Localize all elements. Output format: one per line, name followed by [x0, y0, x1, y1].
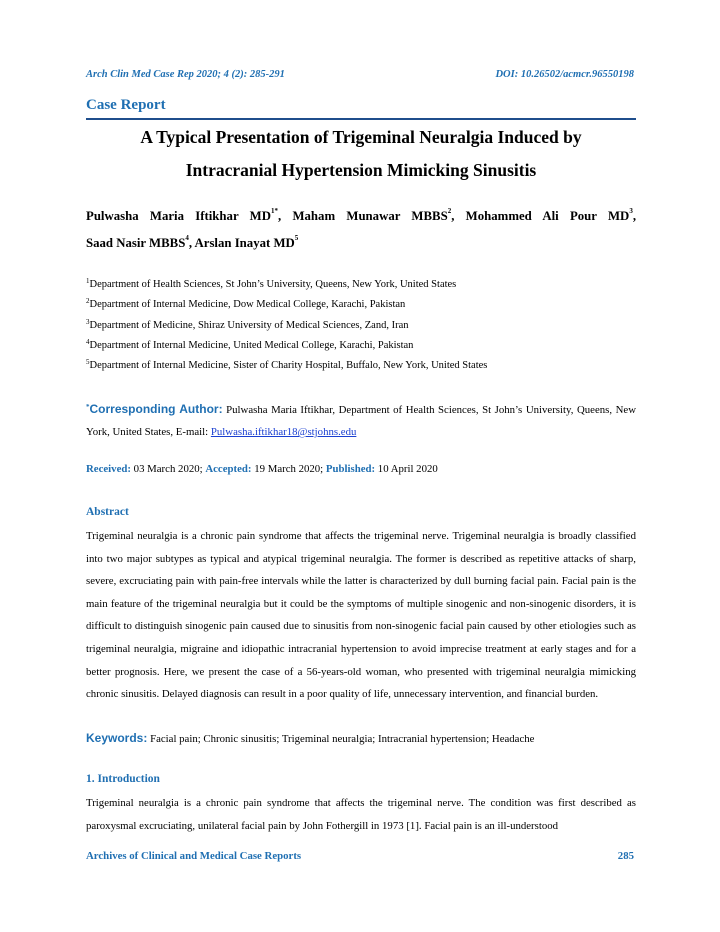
- keywords: [86, 731, 534, 745]
- author-sup: 5: [294, 234, 299, 242]
- page-number: 285: [617, 850, 634, 862]
- title-line-2: Intracranial Hypertension Mimicking Sinusitis: [185, 160, 537, 180]
- abstract-heading: Abstract: [86, 506, 129, 518]
- author-sup: 2: [447, 207, 452, 215]
- affiliation: [86, 299, 405, 310]
- journal-reference: Arch Clin Med Case Rep 2020; 4 (2): 285-291: [86, 69, 285, 80]
- author-name: Arslan Inayat MD: [194, 236, 295, 250]
- affiliation: [86, 360, 487, 371]
- affiliation-sup: 2: [86, 297, 90, 305]
- affiliation-sup: 5: [86, 358, 90, 366]
- keywords-text: Facial pain; Chronic sinusitis; Trigeminal neuralgia; Intracranial hypertension; Headache: [150, 733, 535, 745]
- author-name: Pulwasha Maria Iftikhar MD: [86, 209, 271, 223]
- title-line-1: A Typical Presentation of Trigeminal Neuralgia Induced by: [140, 127, 582, 147]
- affiliation: [86, 279, 456, 290]
- accepted-date: 19 March 2020;: [254, 463, 324, 475]
- received-date: 03 March 2020;: [133, 463, 203, 475]
- introduction-heading: 1. Introduction: [86, 773, 160, 785]
- corresponding-sup: *: [86, 403, 90, 411]
- article-type: Case Report: [86, 97, 166, 113]
- author-name: Mohammed Ali Pour MD: [465, 209, 630, 223]
- corresponding-email-link[interactable]: Pulwasha.iftikhar18@stjohns.edu: [210, 426, 357, 438]
- corresponding-label: Corresponding Author:: [89, 402, 223, 416]
- header-rule: [86, 118, 636, 120]
- affiliation-sup: 3: [86, 318, 90, 326]
- published-date: 10 April 2020: [377, 463, 438, 475]
- affiliation-text: Department of Health Sciences, St John’s University, Queens, New York, United States: [89, 279, 457, 290]
- affiliation-text: Department of Internal Medicine, United Medical College, Karachi, Pakistan: [89, 340, 414, 351]
- author-sup: 1*: [270, 207, 278, 215]
- keywords-label: Keywords:: [86, 731, 148, 745]
- published-label: Published:: [325, 463, 376, 475]
- author-line-1: Pulwasha Maria Iftikhar $MD^{1*}$, Maham Munawar MBBS$^2$, Mohammed Ali Pour $MD^3$,: [86, 207, 637, 223]
- affiliation-text: Department of Medicine, Shiraz University of Medical Sciences, Zand, Iran: [89, 320, 409, 331]
- received-label: Received:: [86, 463, 131, 475]
- footer-journal: Archives of Clinical and Medical Case Reports: [86, 850, 302, 862]
- article-dates: [86, 463, 438, 475]
- introduction-text: Trigeminal neuralgia is a chronic pain syndrome that affects the trigeminal nerve. The condition was first described as paroxysmal excruciating, unilateral facial pain by John Fothergill in 1973 [1]. Facial pain is an ill-understood: [86, 797, 636, 832]
- affiliation-text: Department of Internal Medicine, Dow Medical College, Karachi, Pakistan: [89, 299, 406, 310]
- author-name: Maham Munawar MBBS: [292, 209, 448, 223]
- doi: DOI: 10.26502/acmcr.96550198: [495, 69, 634, 80]
- corresponding-text: Pulwasha Maria Iftikhar, Department of Health Sciences, St John’s University, Queens, New York, United States, E-mail:: [86, 404, 636, 438]
- abstract-text: Trigeminal neuralgia is a chronic pain syndrome that affects the trigeminal nerve. Trigeminal neuralgia is broadly classified into two major subtypes as typical and atypical trigeminal neuralgia. The former is described as repetitive attacks of sharp, severe, excruciating pain with pain-free intervals while the latter is characterized by dull burning facial pain. Facial pain is the main feature of the trigeminal neuralgia but it could be the symptoms of multiple sinogenic and non-sinogenic disorders, it is difficult to distinguish sinogenic pain caused due to sinusitis from non-sinogenic facial pain caused by other etiologies such as trigeminal neuralgia, migraine and idiopathic intracranial hypertension to avoid imprecise treatment at early stages and for a better prognosis. Here, we present the case of a 56-years-old woman, who presented with trigeminal neuralgia mimicking chronic sinusitis. Delayed diagnosis can result in a poor quality of life, unnecessary intervention, and financial burden.: [86, 530, 636, 701]
- author-name: Saad Nasir MBBS: [86, 236, 186, 250]
- author-sup: 4: [185, 234, 189, 242]
- affiliation: [86, 320, 408, 331]
- accepted-label: Accepted:: [205, 463, 252, 475]
- affiliation-sup: 1: [86, 277, 90, 285]
- affiliation-text: Department of Internal Medicine, Sister of Charity Hospital, Buffalo, New York, United States: [89, 360, 488, 371]
- affiliation-sup: 4: [86, 338, 90, 346]
- author-sup: 3: [629, 207, 633, 215]
- author-line-2: Saad Nasir MBBS$^4$, Arslan Inayat $MD^5$: [86, 234, 299, 250]
- affiliation: [86, 340, 413, 351]
- corresponding-author: [86, 398, 636, 443]
